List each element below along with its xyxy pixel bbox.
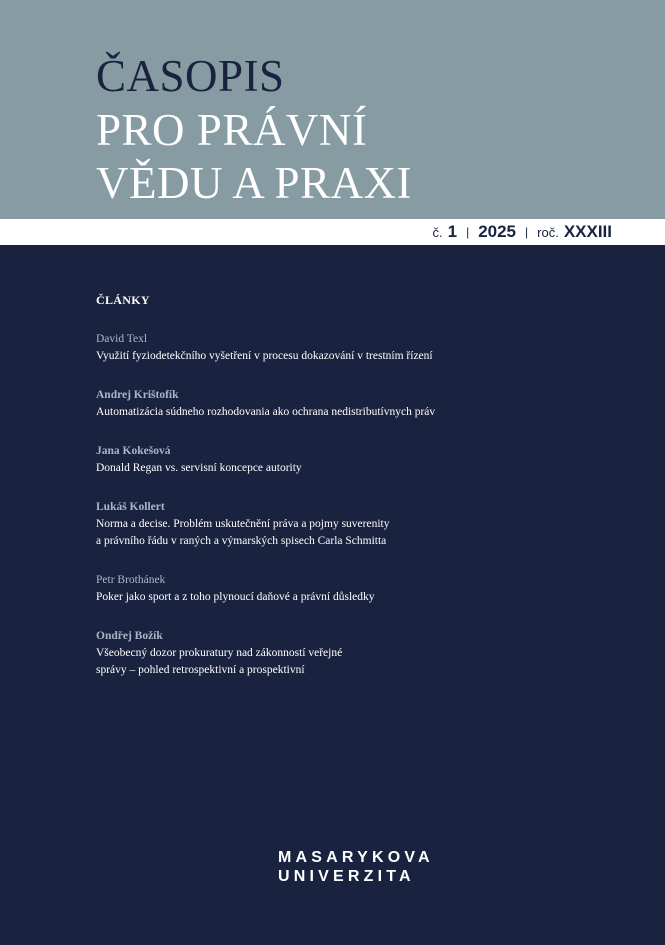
publisher-logo [278, 848, 434, 886]
issue-number-label: č. [432, 224, 443, 240]
article-title [96, 348, 536, 365]
article-title [96, 645, 536, 679]
article-title [96, 516, 536, 550]
article-title-line: Všeobecný dozor prokuratury nad zákonností veřejné [96, 647, 343, 659]
article-title [96, 404, 536, 421]
article-author: David Texl [96, 333, 148, 345]
article-author: Petr Brothánek [96, 574, 166, 586]
article-title-line: Automatizácia súdneho rozhodovania ako ochrana nedistributívnych práv [96, 406, 436, 418]
article-item [96, 387, 536, 421]
issue-volume: XXXIII [563, 222, 612, 241]
article-title-line: Donald Regan vs. servisní koncepce autority [96, 462, 302, 474]
issue-separator-1: | [466, 225, 470, 239]
article-item [96, 331, 536, 365]
article-title [96, 460, 536, 477]
article-author: Jana Kokešová [96, 445, 171, 457]
publisher-line-2: UNIVERZITA [278, 868, 415, 885]
issue-separator-2: | [525, 225, 529, 239]
article-title-line: správy – pohled retrospektivní a prospektivní [96, 664, 305, 676]
article-item [96, 572, 536, 606]
article-author: Ondřej Božík [96, 630, 163, 642]
article-item [96, 443, 536, 477]
contents-area [0, 245, 665, 945]
issue-year: 2025 [478, 222, 517, 241]
issue-volume-label: roč. [537, 224, 559, 240]
journal-title-line-2: PRO PRÁVNÍ [96, 105, 368, 155]
title-band [0, 0, 665, 219]
article-title-line: Norma a decise. Problém uskutečnění práva a pojmy suverenity [96, 518, 390, 530]
issue-strip [0, 219, 665, 245]
issue-number: 1 [447, 222, 458, 241]
issue-info [432, 219, 612, 245]
article-author: Andrej Krištofík [96, 389, 179, 401]
article-item [96, 628, 536, 679]
section-heading: ČLÁNKY [96, 293, 150, 307]
article-title-line: Využití fyziodetekčního vyšetření v procesu dokazování v trestním řízení [96, 350, 433, 362]
journal-title-line-1: ČASOPIS [96, 51, 285, 101]
publisher-line-1: MASARYKOVA [278, 849, 434, 866]
article-item [96, 499, 536, 550]
journal-title-line-3: VĚDU A PRAXI [96, 158, 413, 208]
article-title [96, 589, 536, 606]
article-author: Lukáš Kollert [96, 501, 165, 513]
article-title-line: Poker jako sport a z toho plynoucí daňové a právní důsledky [96, 591, 375, 603]
article-title-line: a právního řádu v raných a výmarských spisech Carla Schmitta [96, 535, 387, 547]
